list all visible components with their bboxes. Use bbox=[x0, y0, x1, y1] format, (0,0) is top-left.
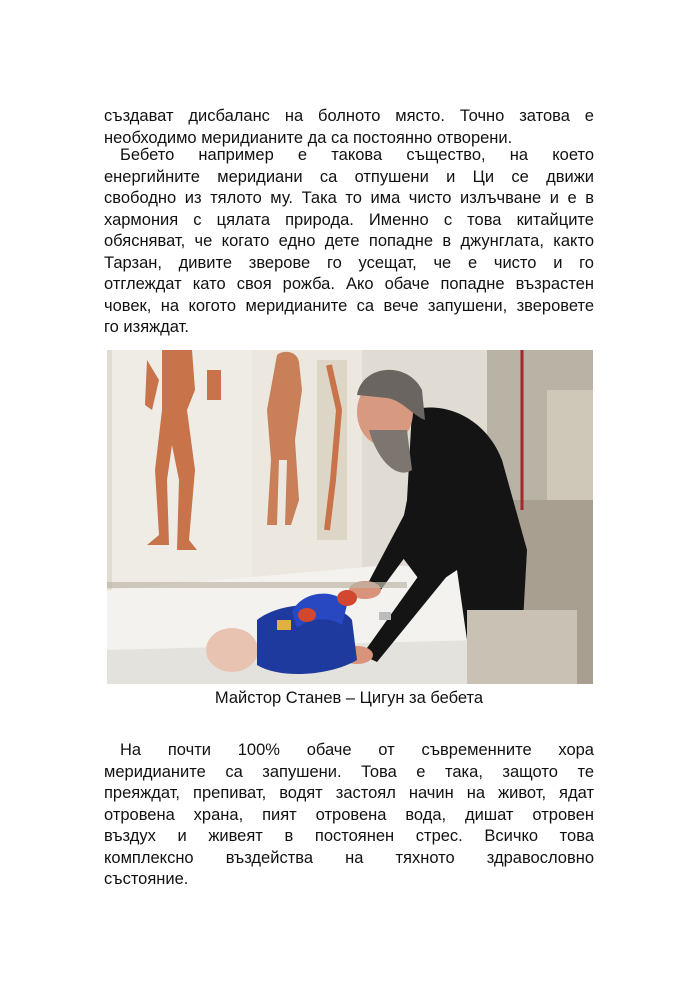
text-line: състояние. bbox=[104, 870, 189, 888]
text-line: обясняват, че когато едно дете попадне в джунглата, както bbox=[104, 232, 594, 250]
paragraph-2 bbox=[104, 145, 594, 339]
text-line: енергийните меридиани са отпушени и Ци се движи bbox=[104, 167, 594, 186]
text-line: Тарзан, дивите зверове го усещат, че е чисто и го bbox=[104, 253, 594, 272]
text-line: го изяждат. bbox=[104, 318, 189, 336]
text-line: създават дисбаланс на болното място. Точно затова е bbox=[104, 107, 594, 125]
text-line: свободно из тялото му. Така то има чисто излъчване и е в bbox=[104, 189, 594, 207]
figure-caption: Майстор Станев – Цигун за бебета bbox=[214, 689, 484, 707]
baby-figure bbox=[206, 628, 258, 672]
text-line: човек, на когото меридианите са вече запушени, зверовете bbox=[104, 296, 594, 315]
text-line: На почти 100% обаче от съвременните хора bbox=[120, 741, 594, 759]
text-line: необходимо меридианите да са постоянно отворени. bbox=[104, 128, 513, 147]
qigong-baby-photo bbox=[107, 350, 593, 684]
text-line: комплексно въздейства на тяхното здравословно bbox=[104, 848, 594, 867]
paragraph-3 bbox=[104, 740, 594, 891]
text-line: хармония с цялата природа. Именно с това китайците bbox=[104, 210, 594, 229]
paragraph-1 bbox=[104, 106, 594, 149]
text-line: отглеждат като своя рожба. Ако обаче попадне възрастен bbox=[104, 275, 594, 293]
text-line: меридианите са запушени. Това е така, защото те bbox=[104, 762, 594, 781]
text-line: въздух и живеят в постоянен стрес. Всичко това bbox=[104, 827, 594, 845]
text-line: преяждат, препиват, водят застоял начин на живот, ядат bbox=[104, 784, 594, 802]
text-line: Бебето например е такова същество, на което bbox=[120, 146, 594, 164]
text-line: отровена храна, пият отровена вода, дишат отровен bbox=[104, 805, 594, 824]
